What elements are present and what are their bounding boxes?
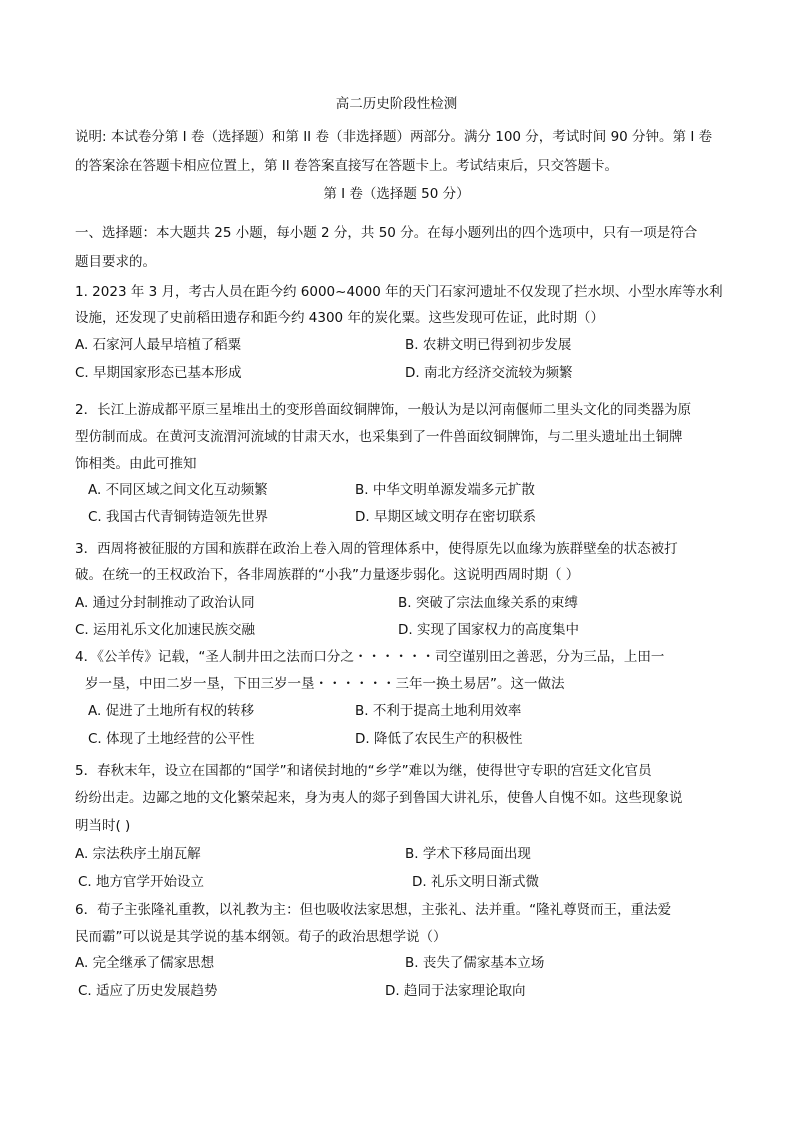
question-6-option-c: C. 适应了历史发展趋势 [78,983,218,999]
question-5-option-a: A. 宗法秩序土崩瓦解 [75,846,201,862]
question-2-option-d: D. 早期区域文明存在密切联系 [355,509,536,525]
question-5-option-b: B. 学术下移局面出现 [405,846,531,862]
question-3-option-c: C. 运用礼乐文化加速民族交融 [75,622,256,638]
question-2-option-b: B. 中华文明单源发端多元扩散 [355,482,535,498]
question-1-option-b: B. 农耕文明已得到初步发展 [405,337,572,353]
question-3-option-b: B. 突破了宗法血缘关系的束缚 [398,595,578,611]
question-1-line-2: 设施，还发现了史前稻田遗存和距今约 4300 年的炭化粟。这些发现可佐证，此时期（） [75,310,604,326]
instructions-line-1: 说明: 本试卷分第 I 卷（选择题）和第 II 卷（非选择题）两部分。满分 100 分，考试时间 90 分钟。第 I 卷 [75,129,713,145]
question-1-option-c: C. 早期国家形态已基本形成 [75,365,242,381]
question-5-line-2: 纷纷出走。边鄙之地的文化繁荣起来，身为夷人的郯子到鲁国大讲礼乐，使鲁人自愧不如。这些现象说 [75,790,683,806]
question-5-option-c: C. 地方官学开始设立 [78,874,205,890]
question-4-option-a: A. 促进了土地所有权的转移 [88,703,255,719]
question-3-option-d: D. 实现了国家权力的高度集中 [398,622,579,638]
question-4-option-b: B. 不利于提高土地利用效率 [355,703,522,719]
question-6-line-1: 6．荀子主张隆礼重教，以礼教为主：但也吸收法家思想，主张礼、法并重。“隆礼尊贤而王，重法爱 [75,902,672,918]
exam-title: 高二历史阶段性检测 [335,96,458,112]
question-5-line-3: 明当时( ) [75,818,131,834]
question-2-option-c: C. 我国古代青铜铸造领先世界 [88,509,269,525]
question-1-line-1: 1. 2023 年 3 月，考古人员在距今约 6000~4000 年的天门石家河遗址不仅发现了拦水坝、小型水库等水利 [75,284,723,300]
question-6-line-2: 民而霸”可以说是其学说的基本纲领。荀子的政治思想学说（） [75,929,447,945]
question-4-line-1: 4．《公羊传》记载，“圣人制井田之法而口分之・・・・・・司空谨别田之善恶，分为三品，上田一 [75,649,665,665]
question-4-line-2: 岁一垦，中田二岁一垦，下田三岁一垦・・・・・・三年一换土易居”。这一做法 [85,676,565,692]
question-5-line-1: 5．春秋末年，设立在国都的“国学”和诸侯封地的“乡学”难以为继，使得世守专职的宫廷文化官员 [75,763,652,779]
section-intro-line-2: 题目要求的。 [75,254,156,270]
question-2-line-2: 型仿制而成。在黄河支流渭河流域的甘肃天水，也采集到了一件兽面纹铜牌饰，与二里头遗址出土铜牌 [75,429,683,445]
question-3-line-1: 3．西周将被征服的方国和族群在政治上卷入周的管理体系中，使得原先以血缘为族群壁垒的状态被打 [75,541,678,557]
question-2-line-3: 饰相类。由此可推知 [75,456,197,472]
question-6-option-d: D. 趋同于法家理论取向 [385,983,526,999]
question-3-line-2: 破。在统一的王权政治下，各非周族群的“小我”力量逐步弱化。这说明西周时期（ ） [75,567,580,583]
question-5-option-d: D. 礼乐文明日渐式微 [412,874,539,890]
question-1-option-d: D. 南北方经济交流较为频繁 [405,365,573,381]
section-intro-line-1: 一、选择题：本大题共 25 小题，每小题 2 分，共 50 分。在每小题列出的四个选项中，只有一项是符合 [75,225,698,241]
question-2-line-1: 2．长江上游成都平原三星堆出土的变形兽面纹铜牌饰，一般认为是以河南偃师二里头文化的同类器为原 [75,402,692,418]
question-4-option-c: C. 体现了土地经营的公平性 [88,731,255,747]
question-2-option-a: A. 不同区域之间文化互动频繁 [88,482,268,498]
question-4-option-d: D. 降低了农民生产的积极性 [355,731,523,747]
section-title: 第 I 卷（选择题 50 分） [323,186,470,202]
question-1-option-a: A. 石家河人最早培植了稻粟 [75,337,242,353]
question-6-option-b: B. 丧失了儒家基本立场 [405,955,545,971]
question-6-option-a: A. 完全继承了儒家思想 [75,955,215,971]
question-3-option-a: A. 通过分封制推动了政治认同 [75,595,255,611]
instructions-line-2: 的答案涂在答题卡相应位置上，第 II 卷答案直接写在答题卡上。考试结束后，只交答题卡。 [75,158,619,174]
